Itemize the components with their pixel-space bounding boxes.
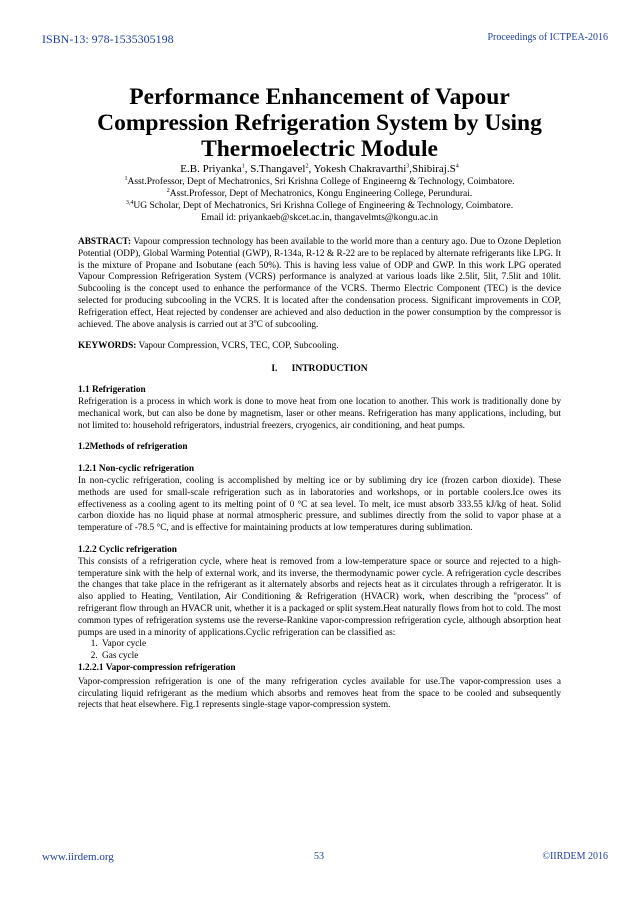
heading-refrigeration: 1.1 Refrigeration [78,385,146,396]
author-name: E.B. Priyanka [180,163,242,175]
affiliation-3 [78,200,561,212]
affiliation-text: Asst.Professor, Dept of Mechatronics, Sri Krishna College of Engineerng & Technology, Coimbatore. [127,177,515,187]
abstract-tail: C of subcooling. [256,319,319,330]
affiliation-sup: 1 [124,175,128,182]
author-sep: , [409,163,413,175]
page-footer [42,851,608,867]
proceedings-label: Proceedings of ICTPEA-2016 [487,32,608,43]
page-header [42,32,608,50]
isbn-label: ISBN-13: 978-1535305198 [42,32,174,46]
affiliation-1 [78,176,561,188]
section-heading-introduction: I. INTRODUCTION [271,364,368,375]
paper-title: Performance Enhancement of Vapour Compression Refrigeration System by Using Thermoelectric Module [97,84,542,162]
degree-sup: o [253,318,257,325]
affiliation-2 [78,188,561,200]
abstract [78,237,561,331]
abstract-text: Vapour compression technology has been available to the world more than a century ago. Due to Ozone Depletion Potential (ODP), Global Warming Potential (GWP), R-134a, R-12 & R-22 are to be replaced by alternate refrigerants like LPG. It is the mixture of Propane and Isobutane (each 50%). This is having less value of ODP and GWP. In this work LPG operated Vapour Compression Refrigeration System (VCRS) performance is analyzed at various loads like 2.5lit, 5lit, 7.5lit and 10lit. Subcooling is the concept used to enhance the performance of the VCRS. Thermo Electric Component (TEC) is the device selected for producing subcooling in the VCRS. It is located after the condensation process. Significant improvements in COP, Refrigeration effect, Heat rejected by condenser are achieved and also deduction in the power consumption by the compressor is achieved. The above analysis is carried out at 3 [78,237,562,330]
paper-body [78,84,561,712]
abstract-label: ABSTRACT: [78,237,132,247]
heading-vapor-compression: 1.2.2.1 Vapor-compression refrigeration [78,662,236,673]
list-item: 2. Gas cycle [100,651,561,663]
keywords-label: KEYWORDS: [78,341,137,352]
refrigeration-text: Refrigeration is a process in which work is done to move heat from one location to another. This work is traditionally done by mechanical work, but can also be done by magnetism, laser or other means. Refrigeration has many applications, including, but not limited to: household refrigerators, industrial freezers, cryogenics, air conditioning, and heat pumps. [78,396,561,431]
heading-methods: 1.2Methods of refrigeration [78,442,188,453]
author-name: Yokesh Chakravarthi [313,163,407,175]
author-sup: 1 [241,163,245,170]
website-label: www.iirdem.org [42,851,114,863]
page-number: 53 [314,851,324,862]
author-sup: 4 [455,163,459,170]
author-name: S.Thangavel [250,163,306,175]
author-sup: 3 [406,163,410,170]
affiliation-text: UG Scholar, Dept of Mechatronics, Sri Krishna College of Engineering & Technology, Coimbatore. [133,201,514,211]
author-sep: , [244,163,251,175]
list-item: 1. Vapor cycle [100,639,561,651]
vapor-compression-text: Vapor-compression refrigeration is one of the many refrigeration cycles available for use.The vapor-compression uses a circulating liquid refrigerant as the medium which absorbs and removes heat from the space to be cooled and subsequently rejects that heat elsewhere. Fig.1 represents single-stage vapor-compression system. [78,676,561,711]
affiliation-text: Asst.Professor, Dept of Mechatronics, Kongu Engineering College, Perundurai. [169,189,473,199]
affiliation-sup: 3,4 [125,199,134,206]
copyright-label: ©IIRDEM 2016 [542,851,608,862]
non-cyclic-text: In non-cyclic refrigeration, cooling is accomplished by melting ice or by subliming dry ice (frozen carbon dioxide). These methods are used for small-scale refrigeration such as in laboratories and workshops, or in portable coolers.Ice owes its effectiveness as a cooling agent to its melting point of 0 °C at sea level. To melt, ice must absorb 333.55 kJ/kg of heat. Solid carbon dioxide has no liquid phase at normal atmospheric pressure, and sublimes directly from the solid to vapor phase at a temperature of -78.5 °C, and is effective for maintaining products at low temperatures during sublimation. [78,475,561,534]
heading-non-cyclic: 1.2.1 Non-cyclic refrigeration [78,464,195,475]
cyclic-text: This consists of a refrigeration cycle, where heat is removed from a low-temperature space or source and rejected to a high-temperature sink with the help of external work, and its inverse, the thermodynamic power cycle. A refrigeration cycle describes the changes that take place in the refrigerant as it alternately absorbs and rejects heat as it circulates through a refrigerator. It is also applied to Heating, Ventilation, Air Conditioning & Refrigeration (HVACR) work, when describing the "process" of refrigerant flow through an HVACR unit, whether it is a packaged or split system.Heat naturally flows from hot to cold. The most common types of refrigeration systems use the reverse-Rankine vapor-compression refrigeration cycle, although absorption heat pumps are used in a minority of applications.Cyclic refrigeration can be classified as: [78,556,561,638]
author-sep: , [308,163,314,175]
affiliation-sup: 2 [166,187,170,194]
author-line [78,163,561,176]
author-sup: 2 [305,163,309,170]
cycle-list [78,639,561,663]
heading-cyclic: 1.2.2 Cyclic refrigeration [78,544,177,555]
email-line: Email id: priyankaeb@skcet.ac.in, thangavelmts@kongu.ac.in [201,213,438,223]
keywords-text: Vapour Compression, VCRS, TEC, COP, Subcooling. [138,341,339,352]
keywords [78,341,561,353]
author-name: Shibiraj.S [412,163,456,175]
